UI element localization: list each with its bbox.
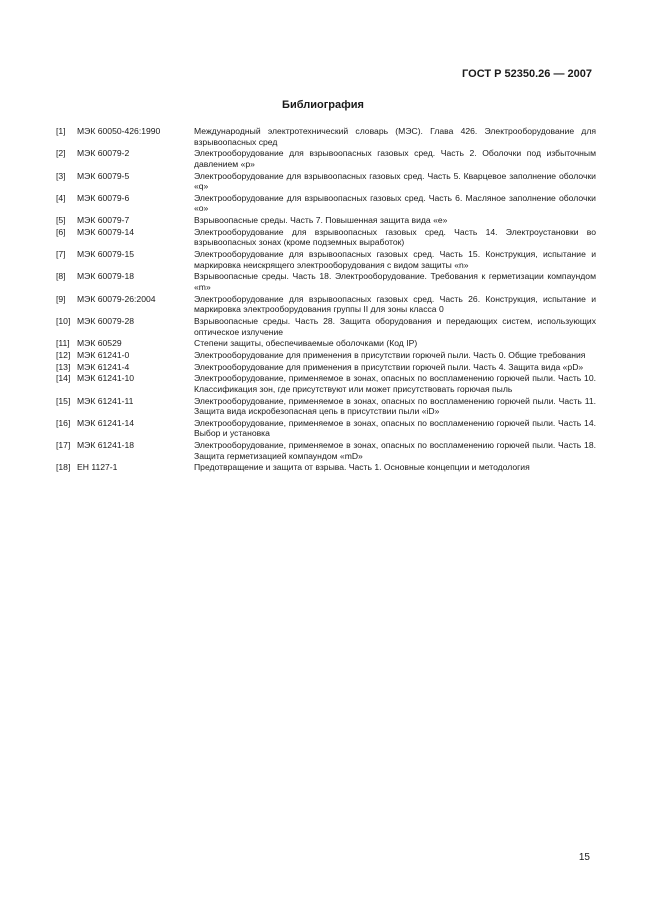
bibliography-entry [56, 338, 596, 349]
standard-description: Взрывоопасные среды. Часть 18. Электрооборудование. Требования к герметизации компаундом «m» [194, 271, 596, 292]
standard-code: МЭК 60079-2 [77, 148, 130, 159]
bibliography-entry [56, 362, 596, 373]
bibliography-entry [56, 193, 596, 214]
standard-code: МЭК 61241-18 [77, 440, 135, 451]
entry-number: [18] [56, 462, 71, 473]
section-title: Библиография [282, 99, 364, 111]
standard-description: Международный электротехнический словарь (МЭС). Глава 426. Электрооборудование для взрывоопасных сред [194, 126, 596, 147]
standard-description: Электрооборудование, применяемое в зонах, опасных по воспламенению горючей пыли. Часть 11. Защита вида искробезопасная цепь в присутствии пыли «iD» [194, 395, 596, 417]
bibliography-entry [56, 316, 596, 337]
standard-description: Электрооборудование, применяемое в зонах, опасных по воспламенению горючей пыли. Часть 14. Выбор и установка [194, 417, 596, 439]
standard-code: МЭК 60079-28 [77, 315, 135, 326]
standard-code: ЕН 1127-1 [77, 462, 118, 473]
entry-number: [4] [56, 192, 66, 203]
standard-code: МЭК 60079-15 [77, 249, 135, 260]
standard-description: Электрооборудование для взрывоопасных газовых сред. Часть 14. Электроустановки во взрывоопасных зонах (кроме подземных выработок) [194, 226, 596, 248]
entry-number: [2] [56, 148, 66, 159]
bibliography-entry [56, 215, 596, 226]
standard-description: Электрооборудование для взрывоопасных газовых сред. Часть 6. Масляное заполнение оболочки «о» [194, 192, 596, 214]
standard-code: МЭК 60079-18 [77, 271, 135, 282]
standard-description: Электрооборудование для взрывоопасных газовых сред. Часть 26. Конструкция, испытание и маркировка электрооборудования группы II для зоны класса 0 [194, 293, 596, 315]
standard-description: Электрооборудование для взрывоопасных газовых сред. Часть 5. Кварцевое заполнение оболочки «q» [194, 170, 596, 192]
entry-number: [10] [56, 315, 71, 326]
entry-number: [17] [56, 440, 71, 451]
entry-number: [11] [56, 338, 70, 349]
standard-description: Степени защиты, обеспечиваемые оболочками (Код IP) [194, 338, 418, 349]
bibliography-entry [56, 227, 596, 248]
standard-description: Электрооборудование для применения в присутствии горючей пыли. Часть 0. Общие требования [194, 349, 586, 360]
entry-number: [13] [56, 361, 71, 372]
standard-code: МЭК 60079-7 [77, 215, 130, 226]
standard-code: МЭК 60079-26:2004 [77, 293, 156, 304]
bibliography-entry [56, 171, 596, 192]
standard-description: Электрооборудование, применяемое в зонах, опасных по воспламенению горючей пыли. Часть 18. Защита герметизацией компаундом «mD» [194, 440, 596, 461]
bibliography-list [56, 126, 596, 474]
entry-number: [12] [56, 349, 71, 360]
standard-description: Электрооборудование для взрывоопасных газовых сред. Часть 2. Оболочки под избыточным давлением «р» [194, 148, 596, 169]
standard-code: МЭК 61241-10 [77, 373, 135, 384]
bibliography-entry [56, 396, 596, 417]
standard-code: МЭК 60079-14 [77, 226, 135, 237]
standard-description: Предотвращение и защита от взрыва. Часть 1. Основные концепции и методология [194, 462, 530, 473]
entry-number: [16] [56, 417, 71, 428]
standard-code: МЭК 61241-0 [77, 349, 130, 360]
standard-description: Электрооборудование для взрывоопасных газовых сред. Часть 15. Конструкция, испытание и маркировка неискрящего электрооборудования с видом защиты «n» [194, 249, 596, 270]
entry-number: [9] [56, 293, 66, 304]
standard-description: Взрывоопасные среды. Часть 7. Повышенная защита вида «е» [194, 215, 448, 226]
standard-code: МЭК 60529 [77, 338, 122, 349]
entry-number: [14] [56, 373, 71, 384]
document-id: ГОСТ Р 52350.26 — 2007 [462, 68, 592, 80]
entry-number: [8] [56, 271, 66, 282]
bibliography-entry [56, 249, 596, 270]
standard-code: МЭК 61241-11 [77, 395, 134, 406]
bibliography-entry [56, 373, 596, 394]
bibliography-entry [56, 418, 596, 439]
bibliography-entry [56, 148, 596, 169]
bibliography-entry [56, 126, 596, 147]
entry-number: [15] [56, 395, 71, 406]
bibliography-entry [56, 440, 596, 461]
entry-number: [7] [56, 249, 66, 260]
standard-code: МЭК 60050-426:1990 [77, 126, 161, 136]
bibliography-entry [56, 294, 596, 315]
standard-code: МЭК 60079-6 [77, 192, 130, 203]
entry-number: [6] [56, 226, 66, 237]
standard-description: Электрооборудование для применения в присутствии горючей пыли. Часть 4. Защита вида «pD» [194, 361, 584, 372]
bibliography-entry [56, 271, 596, 292]
standard-description: Электрооборудование, применяемое в зонах, опасных по воспламенению горючей пыли. Часть 10. Классификация зон, где присутствуют или может присутствовать горючая пыль [194, 373, 596, 394]
standard-description: Взрывоопасные среды. Часть 28. Защита оборудования и передающих систем, использующих оптическое излучение [194, 315, 596, 337]
bibliography-entry [56, 350, 596, 361]
standard-code: МЭК 60079-5 [77, 170, 130, 181]
standard-code: МЭК 61241-14 [77, 417, 135, 428]
entry-number: [1] [56, 126, 66, 136]
entry-number: [3] [56, 170, 66, 181]
page-number: 15 [578, 852, 590, 863]
bibliography-entry [56, 462, 596, 473]
entry-number: [5] [56, 215, 66, 226]
standard-code: МЭК 61241-4 [77, 361, 130, 372]
